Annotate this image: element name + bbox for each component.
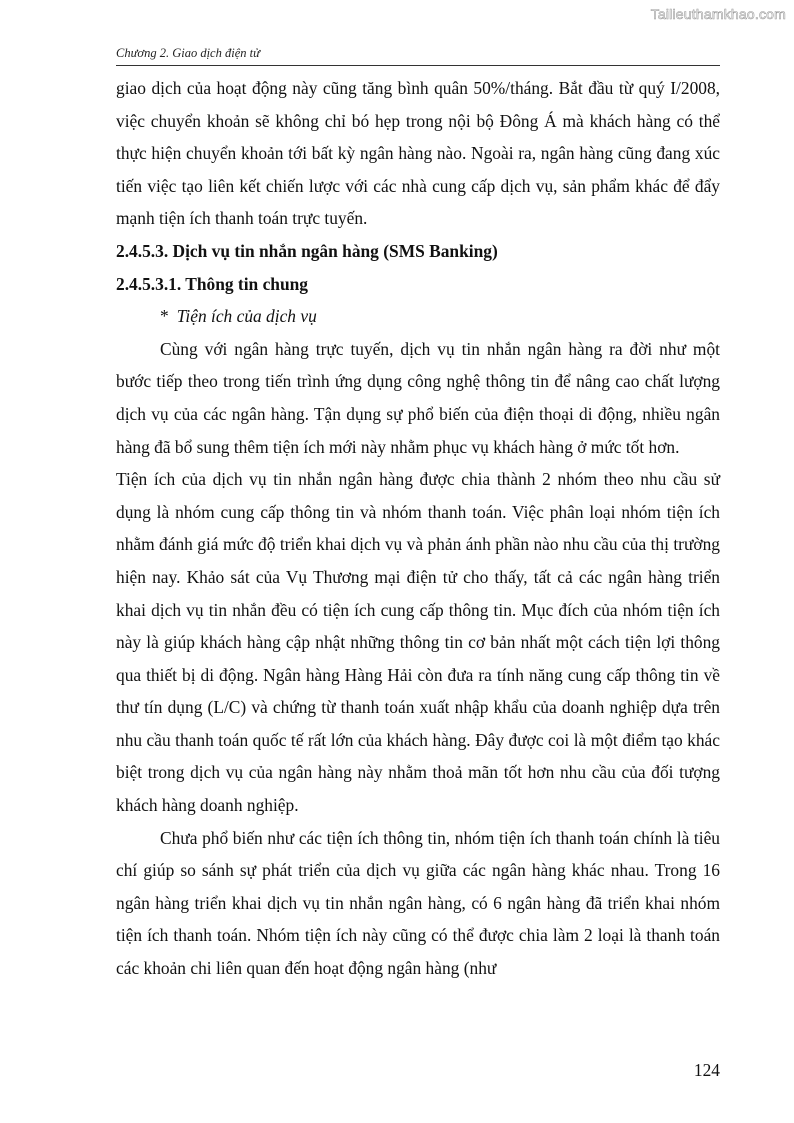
paragraph-1: giao dịch của hoạt động này cũng tăng bình quân 50%/tháng. Bắt đầu từ quý I/2008, việc chuyển khoản sẽ không chỉ bó hẹp trong nội bộ Đông Á mà khách hàng có thể thực hiện chuyển khoản tới bất kỳ ngân hàng nào. Ngoài ra, ngân hàng cũng đang xúc tiến việc tạo liên kết chiến lược với các nhà cung cấp dịch vụ, sản phẩm khác để đẩy mạnh tiện ích thanh toán trực tuyến. [116,78,720,229]
watermark: Tailieuthamkhao.com [650,6,786,22]
page-body [116,72,720,985]
paragraph-4: Chưa phổ biến như các tiện ích thông tin, nhóm tiện ích thanh toán chính là tiêu chí giúp so sánh sự phát triển của dịch vụ giữa các ngân hàng khác nhau. Trong 16 ngân hàng triển khai dịch vụ tin nhắn ngân hàng, có 6 ngân hàng đã triển khai nhóm tiện ích thanh toán. Nhóm tiện ích này cũng có thể được chia làm 2 loại là thanh toán các khoản chi liên quan đến hoạt động ngân hàng (như [116,827,720,979]
section-heading: 2.4.5.3. Dịch vụ tin nhắn ngân hàng (SMS Banking) [116,240,498,261]
header-rule [116,65,720,66]
bullet-text: Tiện ích của dịch vụ [176,306,317,327]
paragraph-3: Tiện ích của dịch vụ tin nhắn ngân hàng được chia thành 2 nhóm theo nhu cầu sử dụng là nhóm cung cấp thông tin và nhóm thanh toán. Việc phân loại nhóm tiện ích nhằm đánh giá mức độ triển khai dịch vụ và phản ánh phần nào nhu cầu của thị trường hiện nay. Khảo sát của Vụ Thương mại điện tử cho thấy, tất cả các ngân hàng triển khai dịch vụ tin nhắn đều có tiện ích cung cấp thông tin. Mục đích của nhóm tiện ích này là giúp khách hàng cập nhật những thông tin cơ bản nhất một cách tiện lợi thông qua thiết bị di động. Ngân hàng Hàng Hải còn đưa ra tính năng cung cấp thông tin về thư tín dụng (L/C) và chứng từ thanh toán xuất nhập khẩu của doanh nghiệp dựa trên nhu cầu thanh toán quốc tế rất lớn của khách hàng. Đây được coi là một điểm tạo khác biệt trong dịch vụ của ngân hàng này nhằm thoả mãn tốt hơn nhu cầu của đối tượng khách hàng doanh nghiệp. [116,469,720,816]
bullet-item [116,300,720,333]
page-number: 124 [693,1060,720,1080]
paragraph-2: Cùng với ngân hàng trực tuyến, dịch vụ tin nhắn ngân hàng ra đời như một bước tiếp theo trong tiến trình ứng dụng công nghệ thông tin để nâng cao chất lượng dịch vụ của các ngân hàng. Tận dụng sự phổ biến của điện thoại di động, nhiều ngân hàng đã bổ sung thêm tiện ích mới này nhằm phục vụ khách hàng ở mức tốt hơn. [116,338,720,457]
chapter-header: Chương 2. Giao dịch điện tử [116,46,260,60]
subsection-heading: 2.4.5.3.1. Thông tin chung [116,273,309,294]
bullet-mark: * [160,306,169,327]
